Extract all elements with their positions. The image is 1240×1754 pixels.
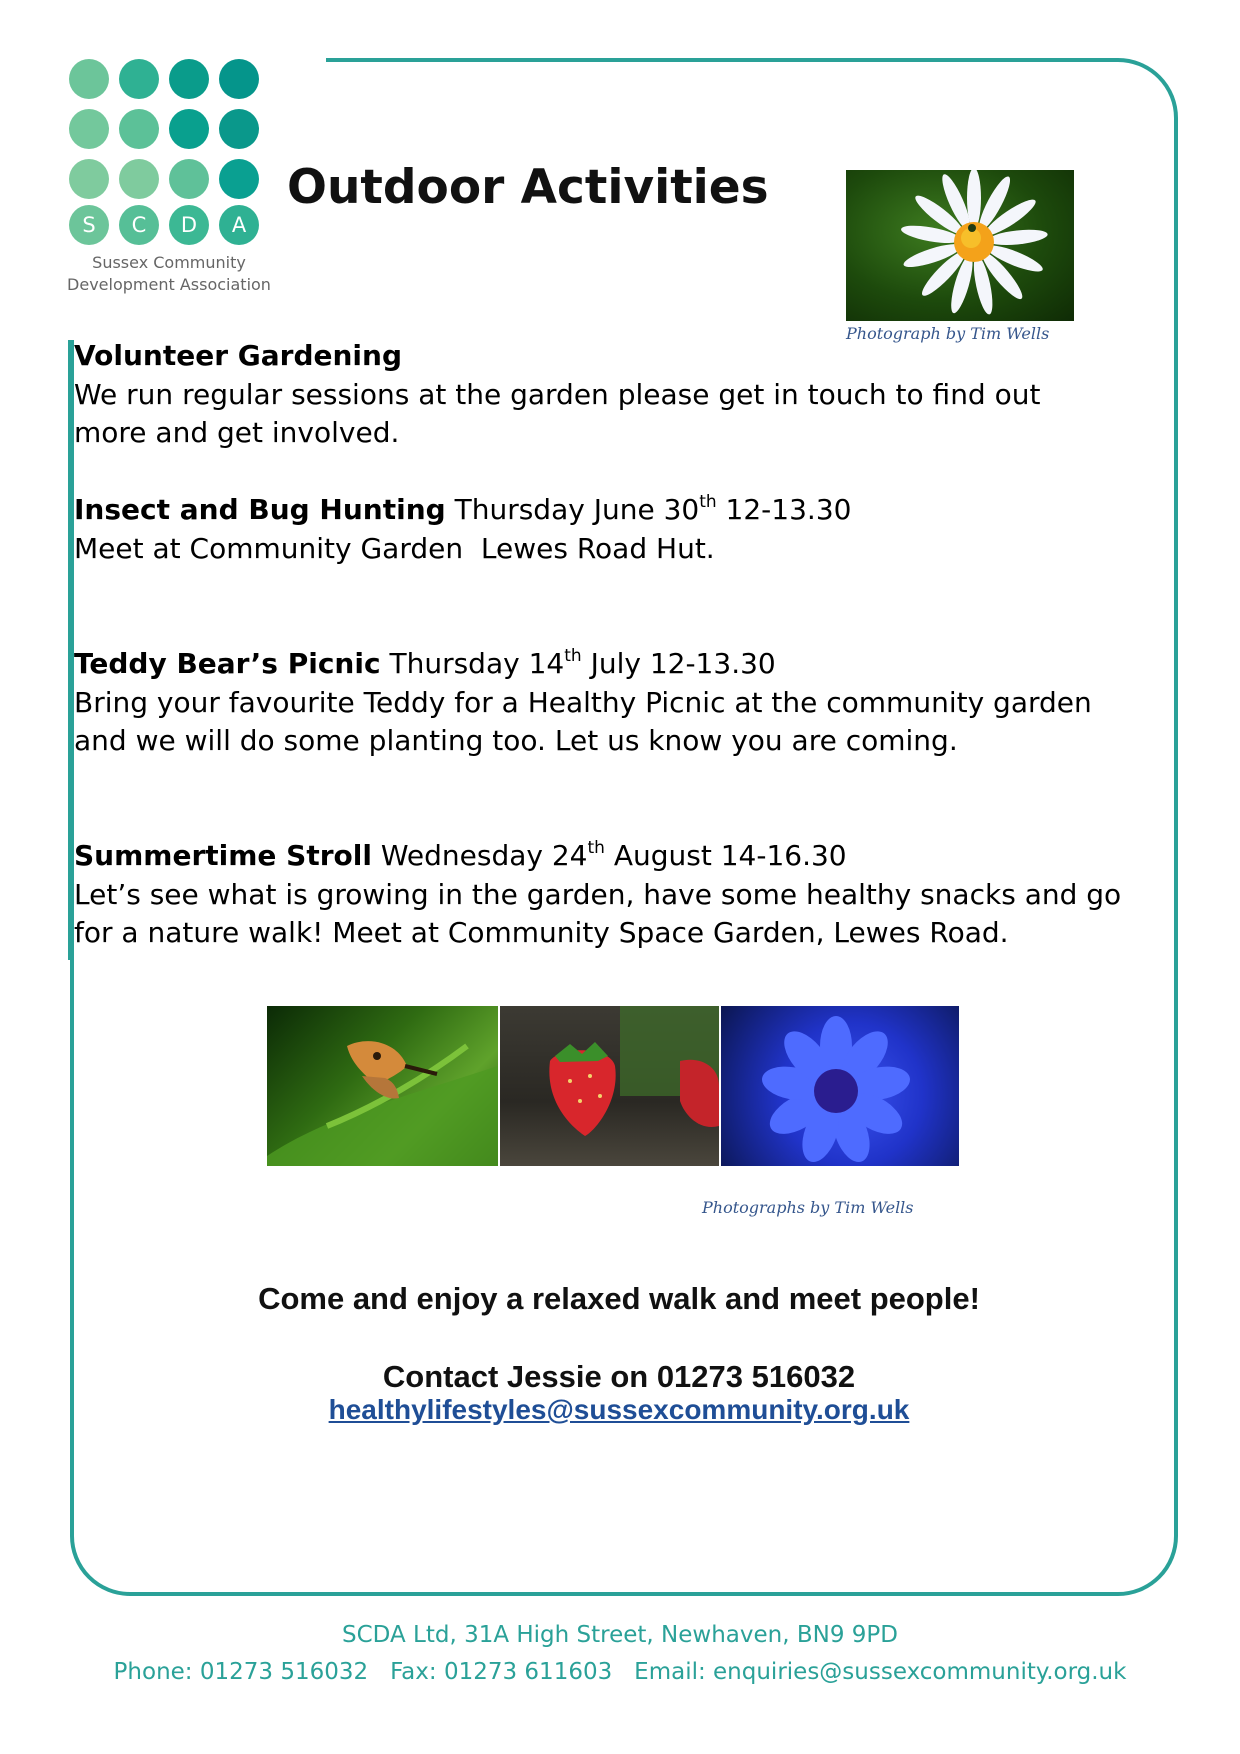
butterfly-photo — [267, 1006, 498, 1166]
page-title: Outdoor Activities — [287, 160, 769, 215]
event-day: Thursday June 30 — [454, 493, 700, 526]
event-title: Volunteer Gardening — [74, 339, 402, 372]
logo-dot — [119, 159, 159, 199]
logo-dot — [219, 109, 259, 149]
event-details: Let’s see what is growing in the garden, have some healthy snacks and go for a nature walk! Meet at Community Space Garden, Lewes Road. — [74, 877, 1122, 949]
logo-dot — [169, 159, 209, 199]
logo-dot — [169, 109, 209, 149]
event-insect-bug-hunting — [74, 491, 1154, 568]
footer-address: SCDA Ltd, 31A High Street, Newhaven, BN9 9PD — [342, 1622, 898, 1648]
daisy-flower-icon — [846, 170, 1074, 321]
event-time: 12-13.30 — [716, 493, 852, 526]
logo-letter-c: C — [119, 205, 159, 245]
logo-org-name — [66, 252, 272, 296]
strawberry-photo — [500, 1006, 719, 1166]
event-teddy-bears-picnic — [74, 645, 1154, 761]
logo-dot — [69, 109, 109, 149]
contact-text: Contact Jessie on 01273 516032 — [382, 1359, 856, 1394]
photo-credit-top: Photograph by Tim Wells — [846, 324, 1050, 343]
logo-letter-a: A — [219, 205, 259, 245]
logo-letter-s: S — [69, 205, 109, 245]
invite-text: Come and enjoy a relaxed walk and meet people! — [258, 1281, 980, 1316]
logo-dot — [219, 159, 259, 199]
event-details: Bring your favourite Teddy for a Healthy Picnic at the community garden and we will do some planting too. Let us know you are coming. — [74, 685, 1092, 757]
cornflower-icon — [721, 1006, 959, 1166]
event-title: Insect and Bug Hunting — [74, 493, 446, 526]
logo-dot — [219, 59, 259, 99]
logo-org-name-line1: Sussex Community — [92, 253, 246, 272]
photo-credit-strip: Photographs by Tim Wells — [702, 1198, 914, 1217]
event-details: We run regular sessions at the garden please get in touch to find out more and get involved. — [74, 377, 1041, 449]
content-left-rule — [68, 340, 71, 960]
event-day-suffix: th — [699, 492, 717, 512]
logo-dot — [119, 59, 159, 99]
event-summertime-stroll — [74, 837, 1154, 953]
event-day: Wednesday 24 — [380, 839, 588, 872]
event-title: Summertime Stroll — [74, 839, 372, 872]
event-title: Teddy Bear’s Picnic — [74, 647, 381, 680]
event-time: August 14-16.30 — [604, 839, 847, 872]
scda-logo — [66, 56, 286, 306]
cornflower-photo — [721, 1006, 959, 1166]
logo-dot — [169, 59, 209, 99]
logo-org-name-line2: Development Association — [67, 275, 271, 294]
event-time: July 12-13.30 — [581, 647, 776, 680]
event-day-suffix: th — [564, 646, 582, 666]
event-day-suffix: th — [587, 838, 605, 858]
event-details: Meet at Community Garden Lewes Road Hut. — [74, 531, 715, 565]
strawberry-icon — [500, 1006, 719, 1166]
event-volunteer-gardening — [74, 337, 1154, 453]
butterfly-icon — [267, 1006, 498, 1166]
logo-dot — [69, 159, 109, 199]
footer-contacts: Phone: 01273 516032 Fax: 01273 611603 Email: enquiries@sussexcommunity.org.uk — [113, 1659, 1127, 1685]
contact-email-link[interactable]: healthylifestyles@sussexcommunity.org.uk — [328, 1394, 910, 1425]
logo-letter-d: D — [169, 205, 209, 245]
daisy-photo — [846, 170, 1074, 321]
logo-dot — [69, 59, 109, 99]
logo-dot — [119, 109, 159, 149]
event-day: Thursday 14 — [389, 647, 565, 680]
